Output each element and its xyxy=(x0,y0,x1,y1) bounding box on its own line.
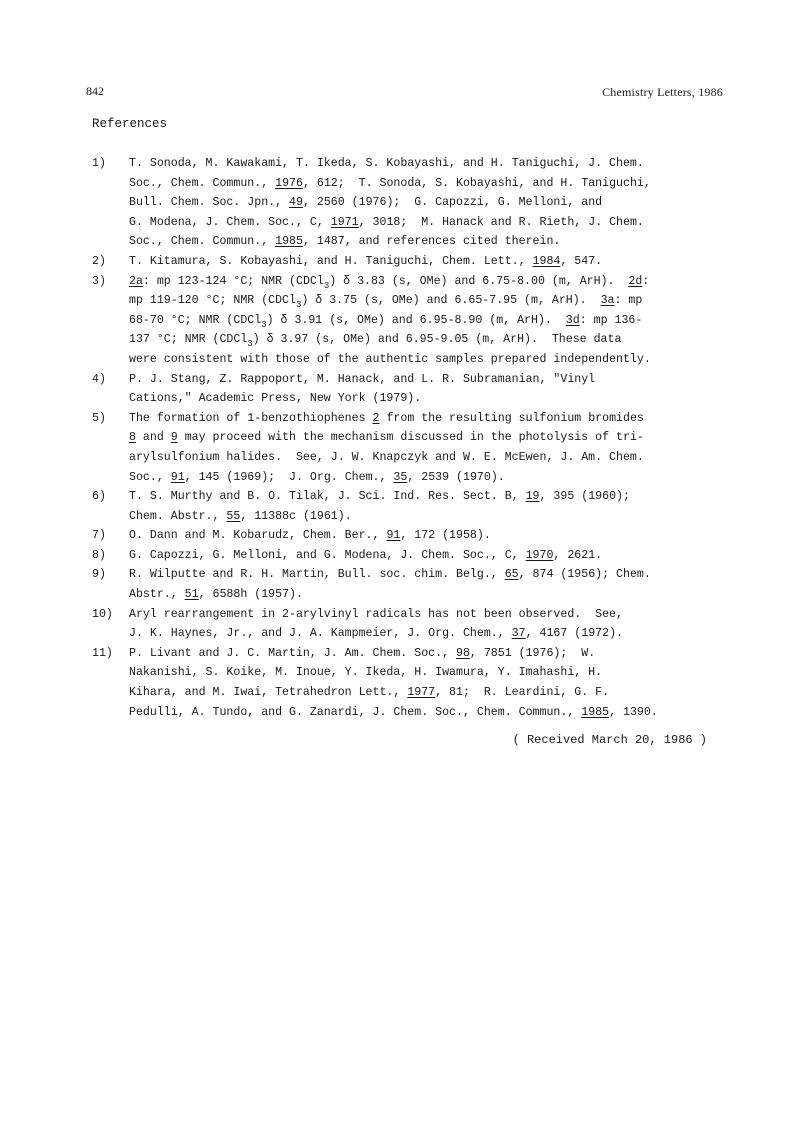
reference-line xyxy=(129,428,722,448)
text-segment: P. Livant and J. C. Martin, J. Am. Chem. Soc., xyxy=(129,646,456,660)
text-segment: : mp 136- xyxy=(579,313,643,327)
reference-line xyxy=(129,487,722,507)
underlined-ref: 98 xyxy=(456,646,470,660)
reference-number: 5) xyxy=(92,411,106,425)
reference-item xyxy=(92,154,722,252)
reference-line xyxy=(129,546,722,566)
reference-list xyxy=(92,154,722,722)
text-segment: Aryl rearrangement in 2-arylvinyl radicals has not been observed. See, xyxy=(129,607,623,621)
section-title: References xyxy=(92,117,168,131)
text-segment: , 7851 (1976); W. xyxy=(469,646,596,660)
reference-text xyxy=(129,605,722,644)
reference-line xyxy=(129,213,722,233)
text-segment: were consistent with those of the authentic samples prepared independently. xyxy=(129,352,651,366)
text-segment: and xyxy=(135,431,171,445)
text-segment: The formation of 1-benzothiophenes xyxy=(129,411,373,425)
reference-number: 2) xyxy=(92,254,106,268)
underlined-ref: 55 xyxy=(226,509,241,523)
text-segment: Cations," Academic Press, New York (1979). xyxy=(129,392,422,406)
text-segment: R. Wilputte and R. H. Martin, Bull. soc. chim. Belg., xyxy=(129,568,505,582)
reference-line xyxy=(129,703,722,723)
reference-item xyxy=(92,526,722,546)
text-segment: arylsulfonium halides. See, J. W. Knapczyk and W. E. McEwen, J. Am. Chem. xyxy=(129,450,644,464)
text-segment: , 1487, and references cited therein. xyxy=(302,235,561,249)
text-segment: mp 119-120 °C; NMR (CDCl xyxy=(129,294,296,308)
reference-line xyxy=(129,565,722,585)
text-segment: Pedulli, A. Tundo, and G. Zanardi, J. Chem. Soc., Chem. Commun., xyxy=(129,705,582,719)
text-segment: ) δ 3.97 (s, OMe) and 6.95-9.05 (m, ArH). These data xyxy=(252,333,622,347)
page-number: 842 xyxy=(86,84,104,98)
text-segment: O. Dann and M. Kobarudz, Chem. Ber., xyxy=(129,529,387,543)
reference-text xyxy=(129,272,722,370)
reference-number: 9) xyxy=(92,568,106,582)
subscript: 3 xyxy=(323,280,330,291)
text-segment: : mp xyxy=(614,294,643,308)
text-segment: ) δ 3.83 (s, OMe) and 6.75-8.00 (m, ArH). xyxy=(329,274,629,288)
underlined-ref: 1976 xyxy=(275,176,303,190)
text-segment: may proceed with the mechanism discussed in the photolysis of tri- xyxy=(177,431,644,445)
text-segment: ) δ 3.91 (s, OMe) and 6.95-8.90 (m, ArH). xyxy=(266,313,566,327)
reference-line xyxy=(129,663,722,683)
reference-line xyxy=(129,605,722,625)
reference-item xyxy=(92,644,722,722)
text-segment: , 612; T. Sonoda, S. Kobayashi, and H. Taniguchi, xyxy=(302,176,651,190)
text-segment: : mp 123-124 °C; NMR (CDCl xyxy=(142,274,324,288)
reference-item xyxy=(92,272,722,370)
reference-text xyxy=(129,487,722,526)
text-segment: , 4167 (1972). xyxy=(525,627,623,641)
text-segment: , 2539 (1970). xyxy=(407,470,505,484)
text-segment: Soc., Chem. Commun., xyxy=(129,235,276,249)
subscript: 3 xyxy=(261,319,267,330)
text-segment: ) δ 3.75 (s, OMe) and 6.65-7.95 (m, ArH). xyxy=(301,294,601,308)
reference-item xyxy=(92,370,722,409)
reference-number: 3) xyxy=(92,274,106,288)
text-segment: Soc., Chem. Commun., xyxy=(129,176,276,190)
reference-number: 6) xyxy=(92,490,106,504)
reference-line xyxy=(129,272,722,292)
underlined-ref: 1985 xyxy=(275,235,303,249)
reference-line xyxy=(129,350,722,370)
text-segment: from the resulting sulfonium bromides xyxy=(379,411,644,425)
reference-line xyxy=(129,154,722,174)
reference-line xyxy=(129,291,722,311)
reference-line xyxy=(129,193,722,213)
text-segment: 68-70 °C; NMR (CDCl xyxy=(129,313,262,327)
underlined-ref: 2d xyxy=(628,274,643,288)
reference-text xyxy=(129,154,722,252)
text-segment: , 6588h (1957). xyxy=(198,588,303,602)
text-segment: P. J. Stang, Z. Rappoport, M. Hanack, and L. R. Subramanian, "Vinyl xyxy=(129,372,596,386)
text-segment: Kihara, and M. Iwai, Tetrahedron Lett., xyxy=(129,686,408,700)
reference-text xyxy=(129,526,722,546)
reference-number: 8) xyxy=(92,548,106,562)
reference-line xyxy=(129,468,722,488)
text-segment: , 547. xyxy=(560,254,603,268)
reference-line xyxy=(129,507,722,527)
reference-item xyxy=(92,605,722,644)
reference-number: 11) xyxy=(92,646,113,660)
text-segment: , 395 (1960); xyxy=(539,490,630,504)
text-segment: , 1390. xyxy=(609,705,658,719)
text-segment: , 11388c (1961). xyxy=(240,509,352,523)
reference-text xyxy=(129,370,722,409)
underlined-ref: 49 xyxy=(289,196,303,210)
subscript: 3 xyxy=(295,300,302,311)
underlined-ref: 51 xyxy=(184,588,199,602)
underlined-ref: 1970 xyxy=(525,548,554,562)
underlined-ref: 91 xyxy=(386,529,401,543)
text-segment: T. S. Murthy and B. O. Tilak, J. Sci. Ind. Res. Sect. B, xyxy=(129,490,526,504)
text-segment: Nakanishi, S. Koike, M. Inoue, Y. Ikeda, H. Iwamura, Y. Imahashi, H. xyxy=(129,666,603,680)
text-segment: , 3018; M. Hanack and R. Rieth, J. Chem. xyxy=(358,215,644,229)
reference-text xyxy=(129,565,722,604)
reference-text xyxy=(129,546,722,566)
reference-item xyxy=(92,546,722,566)
text-segment: , 81; R. Leardini, G. F. xyxy=(435,686,610,700)
underlined-ref: 1977 xyxy=(407,686,436,700)
reference-number: 7) xyxy=(92,529,106,543)
text-segment: , 2560 (1976); G. Capozzi, G. Melloni, and xyxy=(302,196,603,210)
reference-item xyxy=(92,252,722,272)
reference-line xyxy=(129,585,722,605)
reference-line xyxy=(129,624,722,644)
reference-number: 1) xyxy=(92,157,106,170)
text-segment: Abstr., xyxy=(129,588,185,602)
reference-line xyxy=(129,330,722,350)
reference-line xyxy=(129,409,722,429)
underlined-ref: 1971 xyxy=(330,215,359,229)
underlined-ref: 91 xyxy=(170,470,185,484)
reference-line xyxy=(129,174,722,194)
text-segment: Soc., xyxy=(129,470,171,484)
reference-line xyxy=(129,389,722,409)
reference-line xyxy=(129,232,722,252)
text-segment: J. K. Haynes, Jr., and J. A. Kampmeier, J. Org. Chem., xyxy=(129,627,512,641)
text-segment: Bull. Chem. Soc. Jpn., xyxy=(129,196,290,210)
text-segment: , 2621. xyxy=(553,548,603,562)
text-segment: , 172 (1958). xyxy=(400,529,491,543)
underlined-ref: 37 xyxy=(511,627,526,641)
underlined-ref: 35 xyxy=(393,470,408,484)
reference-line xyxy=(129,370,722,390)
reference-text xyxy=(129,644,722,722)
text-segment: 137 °C; NMR (CDCl xyxy=(129,333,248,347)
text-segment: G. Modena, J. Chem. Soc., C, xyxy=(129,215,331,229)
text-segment: , 145 (1969); J. Org. Chem., xyxy=(184,470,394,484)
underlined-ref: 3d xyxy=(565,313,580,327)
reference-item xyxy=(92,487,722,526)
reference-text xyxy=(129,409,722,487)
underlined-ref: 19 xyxy=(525,490,540,504)
reference-line xyxy=(129,526,722,546)
underlined-ref: 8 xyxy=(129,431,136,445)
reference-line xyxy=(129,311,722,331)
text-segment: , 874 (1956); Chem. xyxy=(518,568,651,582)
reference-line xyxy=(129,252,722,272)
text-segment: Chem. Abstr., xyxy=(129,509,227,523)
text-segment: G. Capozzi, G. Melloni, and G. Modena, J. Chem. Soc., C, xyxy=(129,548,526,562)
text-segment: T. Sonoda, M. Kawakami, T. Ikeda, S. Kobayashi, and H. Taniguchi, J. Chem. xyxy=(129,157,644,170)
subscript: 3 xyxy=(247,339,253,350)
underlined-ref: 3a xyxy=(600,294,615,308)
underlined-ref: 9 xyxy=(170,431,178,445)
reference-item xyxy=(92,409,722,487)
reference-line xyxy=(129,448,722,468)
text-segment: : xyxy=(642,274,650,288)
received-date: ( Received March 20, 1986 ) xyxy=(512,733,707,747)
reference-number: 4) xyxy=(92,372,106,386)
underlined-ref: 1984 xyxy=(532,254,561,268)
journal-header: Chemistry Letters, 1986 xyxy=(602,85,723,99)
reference-item xyxy=(92,565,722,604)
text-segment: T. Kitamura, S. Kobayashi, and H. Taniguchi, Chem. Lett., xyxy=(129,254,533,268)
underlined-ref: 2 xyxy=(372,411,380,425)
reference-text xyxy=(129,252,722,272)
underlined-ref: 2a xyxy=(129,274,143,288)
reference-number: 10) xyxy=(92,607,113,621)
reference-line xyxy=(129,683,722,703)
reference-line xyxy=(129,644,722,664)
underlined-ref: 1985 xyxy=(581,705,610,719)
underlined-ref: 65 xyxy=(504,568,519,582)
